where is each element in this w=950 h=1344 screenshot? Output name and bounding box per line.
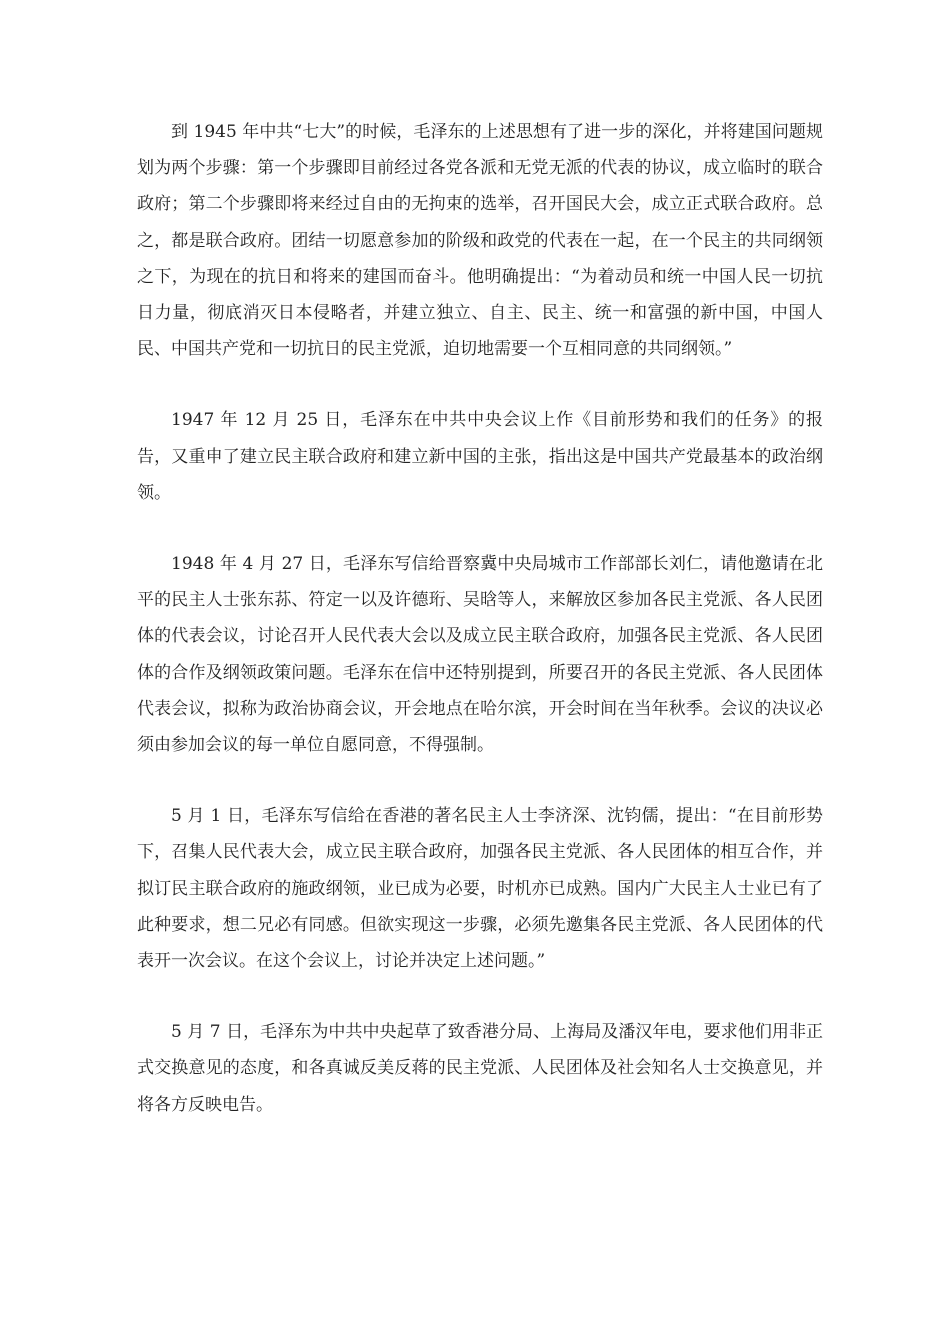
paragraph-1945-seventh-congress: 到 1945 年中共“七大”的时候，毛泽东的上述思想有了进一步的深化，并将建国问题规划为两个步骤：第一个步骤即目前经过各党各派和无党无派的代表的协议，成立临时的联合政府；第二个步骤即将来经过自由的无拘束的选举，召开国民大会，成立正式联合政府。总之，都是联合政府。团结一切愿意参加的阶级和政党的代表在一起，在一个民主的共同纲领之下，为现在的抗日和将来的建国而奋斗。他明确提出：“为着动员和统一中国人民一切抗日力量，彻底消灭日本侵略者，并建立独立、自主、民主、统一和富强的新中国，中国人民、中国共产党和一切抗日的民主党派，迫切地需要一个互相同意的共同纲领。” bbox=[137, 122, 823, 360]
paragraph-may-1-letter: 5 月 1 日，毛泽东写信给在香港的著名民主人士李济深、沈钧儒，提出：“在目前形势下，召集人民代表大会，成立民主联合政府，加强各民主党派、各人民团体的相互合作，并拟订民主联合政府的施政纲领，业已成为必要，时机亦已成熟。国内广大民主人士业已有了此种要求，想二兄必有同感。但欲实现这一步骤，必须先邀集各民主党派、各人民团体的代表开一次会议。在这个会议上，讨论并决定上述问题。” bbox=[137, 806, 823, 972]
paragraph-1948-april-letter: 1948 年 4 月 27 日，毛泽东写信给晋察冀中央局城市工作部部长刘仁，请他邀请在北平的民主人士张东荪、符定一以及许德珩、吴晗等人，来解放区参加各民主党派、各人民团体的代表会议，讨论召开人民代表大会以及成立民主联合政府，加强各民主党派、各人民团体的合作及纲领政策问题。毛泽东在信中还特别提到，所要召开的各民主党派、各人民团体代表会议，拟称为政治协商会议，开会地点在哈尔滨，开会时间在当年秋季。会议的决议必须由参加会议的每一单位自愿同意，不得强制。 bbox=[137, 554, 823, 756]
document-body bbox=[137, 114, 823, 1158]
paragraph-may-7-telegram: 5 月 7 日，毛泽东为中共中央起草了致香港分局、上海局及潘汉年电，要求他们用非正式交换意见的态度，和各真诚反美反蒋的民主党派、人民团体及社会知名人士交换意见，并将各方反映电告。 bbox=[137, 1022, 823, 1115]
paragraph-1947-report: 1947 年 12 月 25 日，毛泽东在中共中央会议上作《目前形势和我们的任务》的报告，又重申了建立民主联合政府和建立新中国的主张，指出这是中国共产党最基本的政治纲领。 bbox=[137, 410, 823, 503]
